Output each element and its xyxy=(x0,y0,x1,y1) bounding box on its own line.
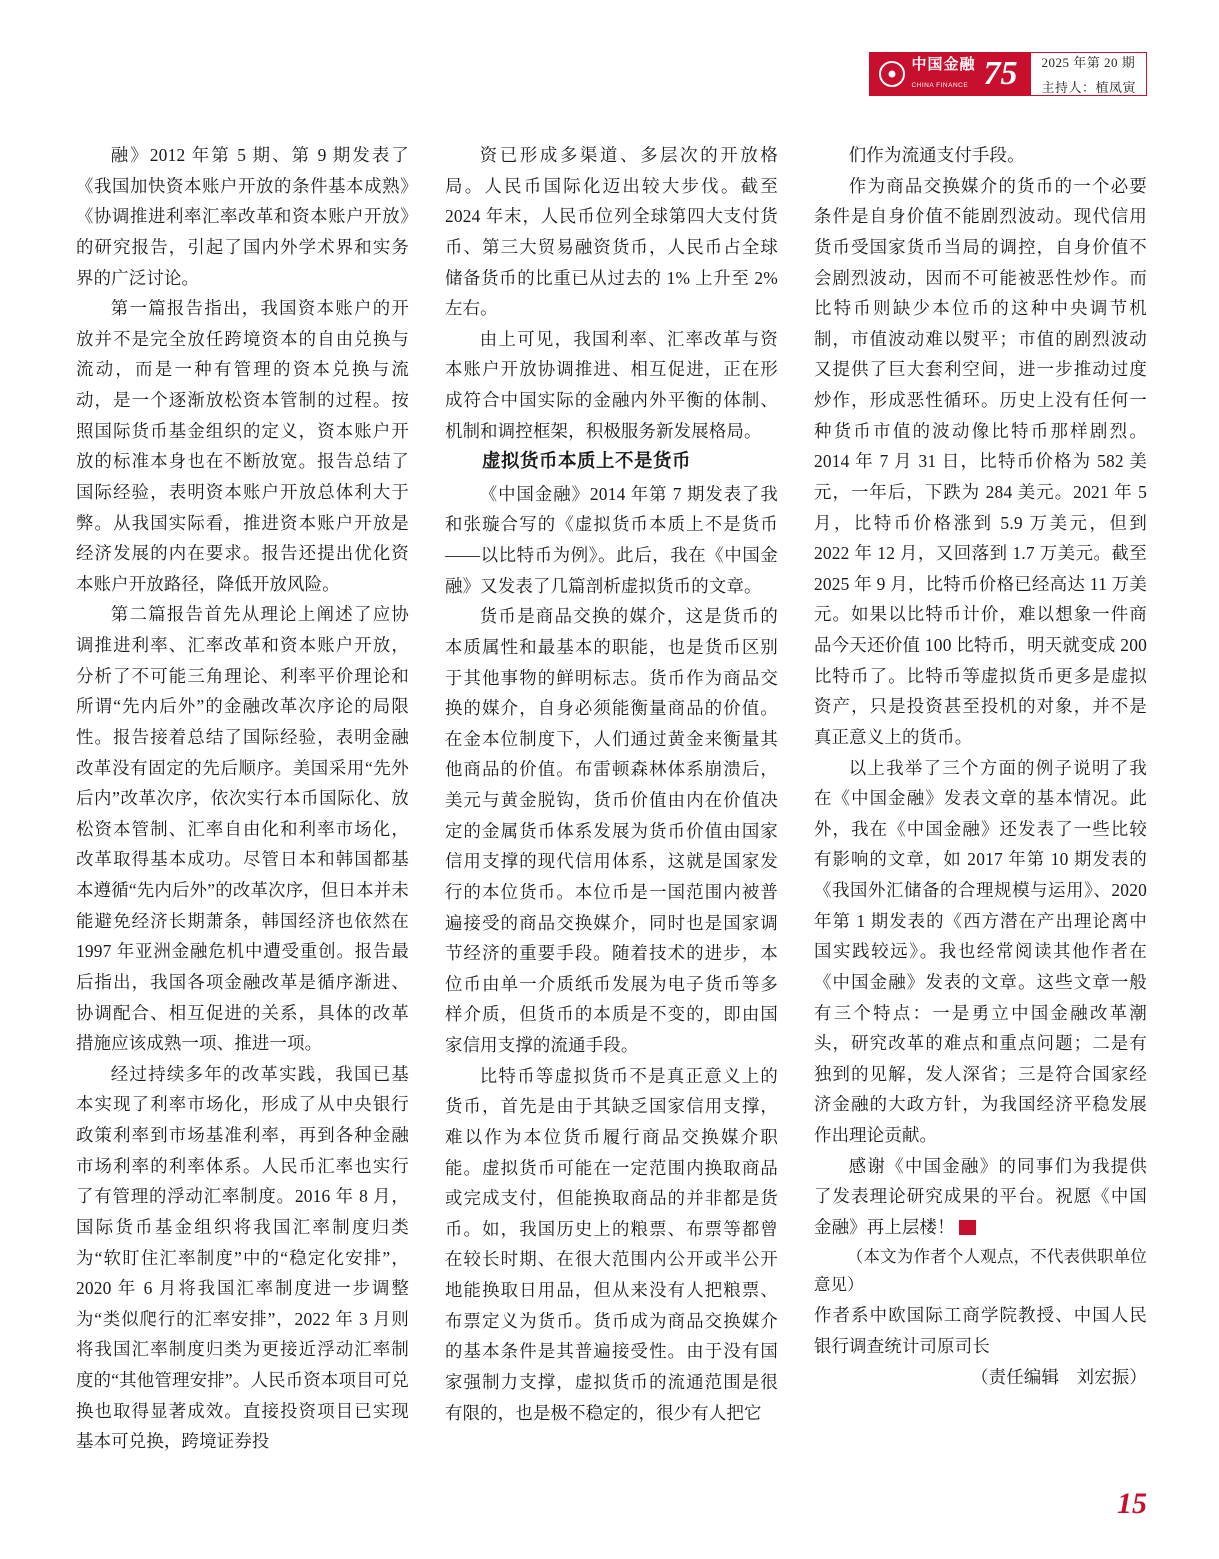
publication-name-cn: 中国金融 xyxy=(911,57,976,73)
article-body xyxy=(76,140,1148,1457)
paragraph: 经过持续多年的改革实践，我国已基本实现了利率市场化，形成了从中央银行政策利率到市场基准利率，再到各种金融市场利率的利率体系。人民币汇率也实行了有管理的浮动汇率制度。2016 年 8 月，国际货币基金组织将我国汇率制度归类为“软盯住汇率制度”中的“稳定化安排”，2020 年 6 月将我国汇率制度进一步调整为“类似爬行的汇率安排”，2022 年 3 月则将我国汇率制度归类为更接近浮动汇率制度的“其他管理安排”。人民币资本项目可兑换也取得显著成效。直接投资项目已实现基本可兑换，跨境证券投 xyxy=(76,1063,409,1452)
paragraph: 们作为流通支付手段。 xyxy=(848,145,1025,165)
column-3 xyxy=(814,140,1147,1457)
anniversary-badge: 75 xyxy=(983,55,1018,92)
issue-info xyxy=(1031,52,1147,96)
paragraph: 比特币等虚拟货币不是真正意义上的货币，首先是由于其缺乏国家信用支撑，难以作为本位货币履行商品交换媒介职能。虚拟货币可能在一定范围内换取商品或完成支付，但能换取商品的并非都是货币。如，我国历史上的粮票、布票等都曾在较长时期、在很大范围内公开或半公开地能换取日用品，但从来没有人把粮票、布票定义为货币。货币成为商品交换媒介的基本条件是其普遍接受性。由于没有国家强制力支撑，虚拟货币的流通范围是很有限的，也是极不稳定的，很少有人把它 xyxy=(445,1065,778,1423)
paragraph: 货币是商品交换的媒介，这是货币的本质属性和最基本的职能，也是货币区别于其他事物的鲜明标志。货币作为商品交换的媒介，自身必须能衡量商品的价值。在金本位制度下，人们通过黄金来衡量其他商品的价值。布雷顿森林体系崩溃后，美元与黄金脱钩，货币价值由内在价值决定的金属货币体系发展为货币价值由国家信用支撑的现代信用体系，这就是国家发行的本位货币。本位币是一国范围内被普遍接受的商品交换媒介，同时也是国家调节经济的重要手段。随着技术的进步，本位币由单一介质纸币发展为电子货币等多样介质，但货币的本质是不变的，即由国家信用支撑的流通手段。 xyxy=(445,606,778,1056)
paragraph: 融》2012 年第 5 期、第 9 期发表了《我国加快资本账户开放的条件基本成熟》《协调推进利率汇率改革和资本账户开放》的研究报告，引起了国内外学术界和实务界的广泛讨论。 xyxy=(76,145,409,288)
paragraph: 由上可见，我国利率、汇率改革与资本账户开放协调推进、相互促进，正在形成符合中国实际的金融内外平衡的体制、机制和调控框架，积极服务新发展格局。 xyxy=(445,328,778,441)
end-mark-icon xyxy=(959,1220,976,1235)
author-note: （本文为作者个人观点，不代表供职单位意见） xyxy=(814,1246,1147,1295)
column-1 xyxy=(76,140,409,1457)
author-byline: 作者系中欧国际工商学院教授、中国人民银行调查统计司原司长 xyxy=(814,1305,1147,1356)
publication-logo xyxy=(869,52,1031,96)
paragraph: 资已形成多渠道、多层次的开放格局。人民币国际化迈出较大步伐。截至 2024 年末，人民币位列全球第四大支付货币、第三大贸易融资货币，人民币占全球储备货币的比重已从过去的 1% 上升至 2% 左右。 xyxy=(445,145,778,319)
section-heading: 虚拟货币本质上不是货币 xyxy=(482,452,692,473)
paragraph: 第一篇报告指出，我国资本账户的开放并不是完全放任跨境资本的自由兑换与流动，而是一种有管理的资本兑换与流动，是一个逐渐放松资本管制的过程。按照国际货币基金组织的定义，资本账户开放的标准本身也在不断放宽。报告总结了国际经验，表明资本账户开放总体利大于弊。从我国实际看，推进资本账户开放是经济发展的内在要求。报告还提出优化资本账户开放路径，降低开放风险。 xyxy=(76,298,409,594)
page-number: 15 xyxy=(1117,1487,1147,1520)
final-paragraph-text: 感谢《中国金融》的同事们为我提供了发表理论研究成果的平台。祝愿《中国金融》再上层楼！ xyxy=(814,1155,1147,1237)
circle-logo-icon xyxy=(879,61,905,87)
publication-name-en: CHINA FINANCE xyxy=(911,82,969,89)
column-2 xyxy=(445,140,778,1457)
responsible-editor: （责任编辑 刘宏振） xyxy=(971,1366,1147,1387)
paragraph: 作为商品交换媒介的货币的一个必要条件是自身价值不能剧烈波动。现代信用货币受国家货币当局的调控，自身价值不会剧烈波动，因而不可能被恶性炒作。而比特币则缺少本位币的这种中央调节机制，市值波动难以熨平；市值的剧烈波动又提供了巨大套利空间，进一步推动过度炒作，形成恶性循环。历史上没有任何一种货币市值的波动像比特币那样剧烈。2014 年 7 月 31 日，比特币价格为 582 美元，一年后，下跌为 284 美元。2021 年 5 月，比特币价格涨到 5.9 万美元，但到 2022 年 12 月，又回落到 1.7 万美元。截至 2025 年 9 月，比特币价格已经高达 11 万美元。如果以比特币计价，难以想象一件商品今天还价值 100 比特币，明天就变成 200 比特币了。比特币等虚拟货币更多是虚拟资产，只是投资甚至投机的对象，并不是真正意义上的货币。 xyxy=(814,175,1147,747)
paragraph: 第二篇报告首先从理论上阐述了应协调推进利率、汇率改革和资本账户开放，分析了不可能三角理论、利率平价理论和所谓“先内后外”的金融改革次序论的局限性。报告接着总结了国际经验，表明金融改革没有固定的先后顺序。美国采用“先外后内”改革次序，依次实行本币国际化、放松资本管制、汇率自由化和利率市场化，改革取得基本成功。尽管日本和韩国都基本遵循“先内后外”的改革次序，但日本并未能避免经济长期萧条，韩国经济也依然在 1997 年亚洲金融危机中遭受重创。报告最后指出，我国各项金融改革是循序渐进、协调配合、相互促进的关系，具体的改革措施应该成熟一项、推进一项。 xyxy=(76,604,409,1054)
host-label: 主持人：植凤寅 xyxy=(1041,80,1136,95)
masthead xyxy=(869,52,1147,104)
paragraph: 《中国金融》2014 年第 7 期发表了我和张璇合写的《虚拟货币本质上不是货币——以比特币为例》。此后，我在《中国金融》又发表了几篇剖析虚拟货币的文章。 xyxy=(445,483,778,596)
final-paragraph xyxy=(814,1151,1147,1243)
paragraph: 以上我举了三个方面的例子说明了我在《中国金融》发表文章的基本情况。此外，我在《中国金融》还发表了一些比较有影响的文章，如 2017 年第 10 期发表的《我国外汇储备的合理规模与运用》、2020 年第 1 期发表的《西方潜在产出理论离中国实践较远》。我也经常阅读其他作者在《中国金融》发表的文章。这些文章一般有三个特点：一是勇立中国金融改革潮头，研究改革的难点和重点问题；二是有独到的见解，发人深省；三是符合国家经济金融的大政方针，为我国经济平稳发展作出理论贡献。 xyxy=(814,757,1147,1145)
issue-label: 2025 年第 20 期 xyxy=(1041,55,1136,70)
